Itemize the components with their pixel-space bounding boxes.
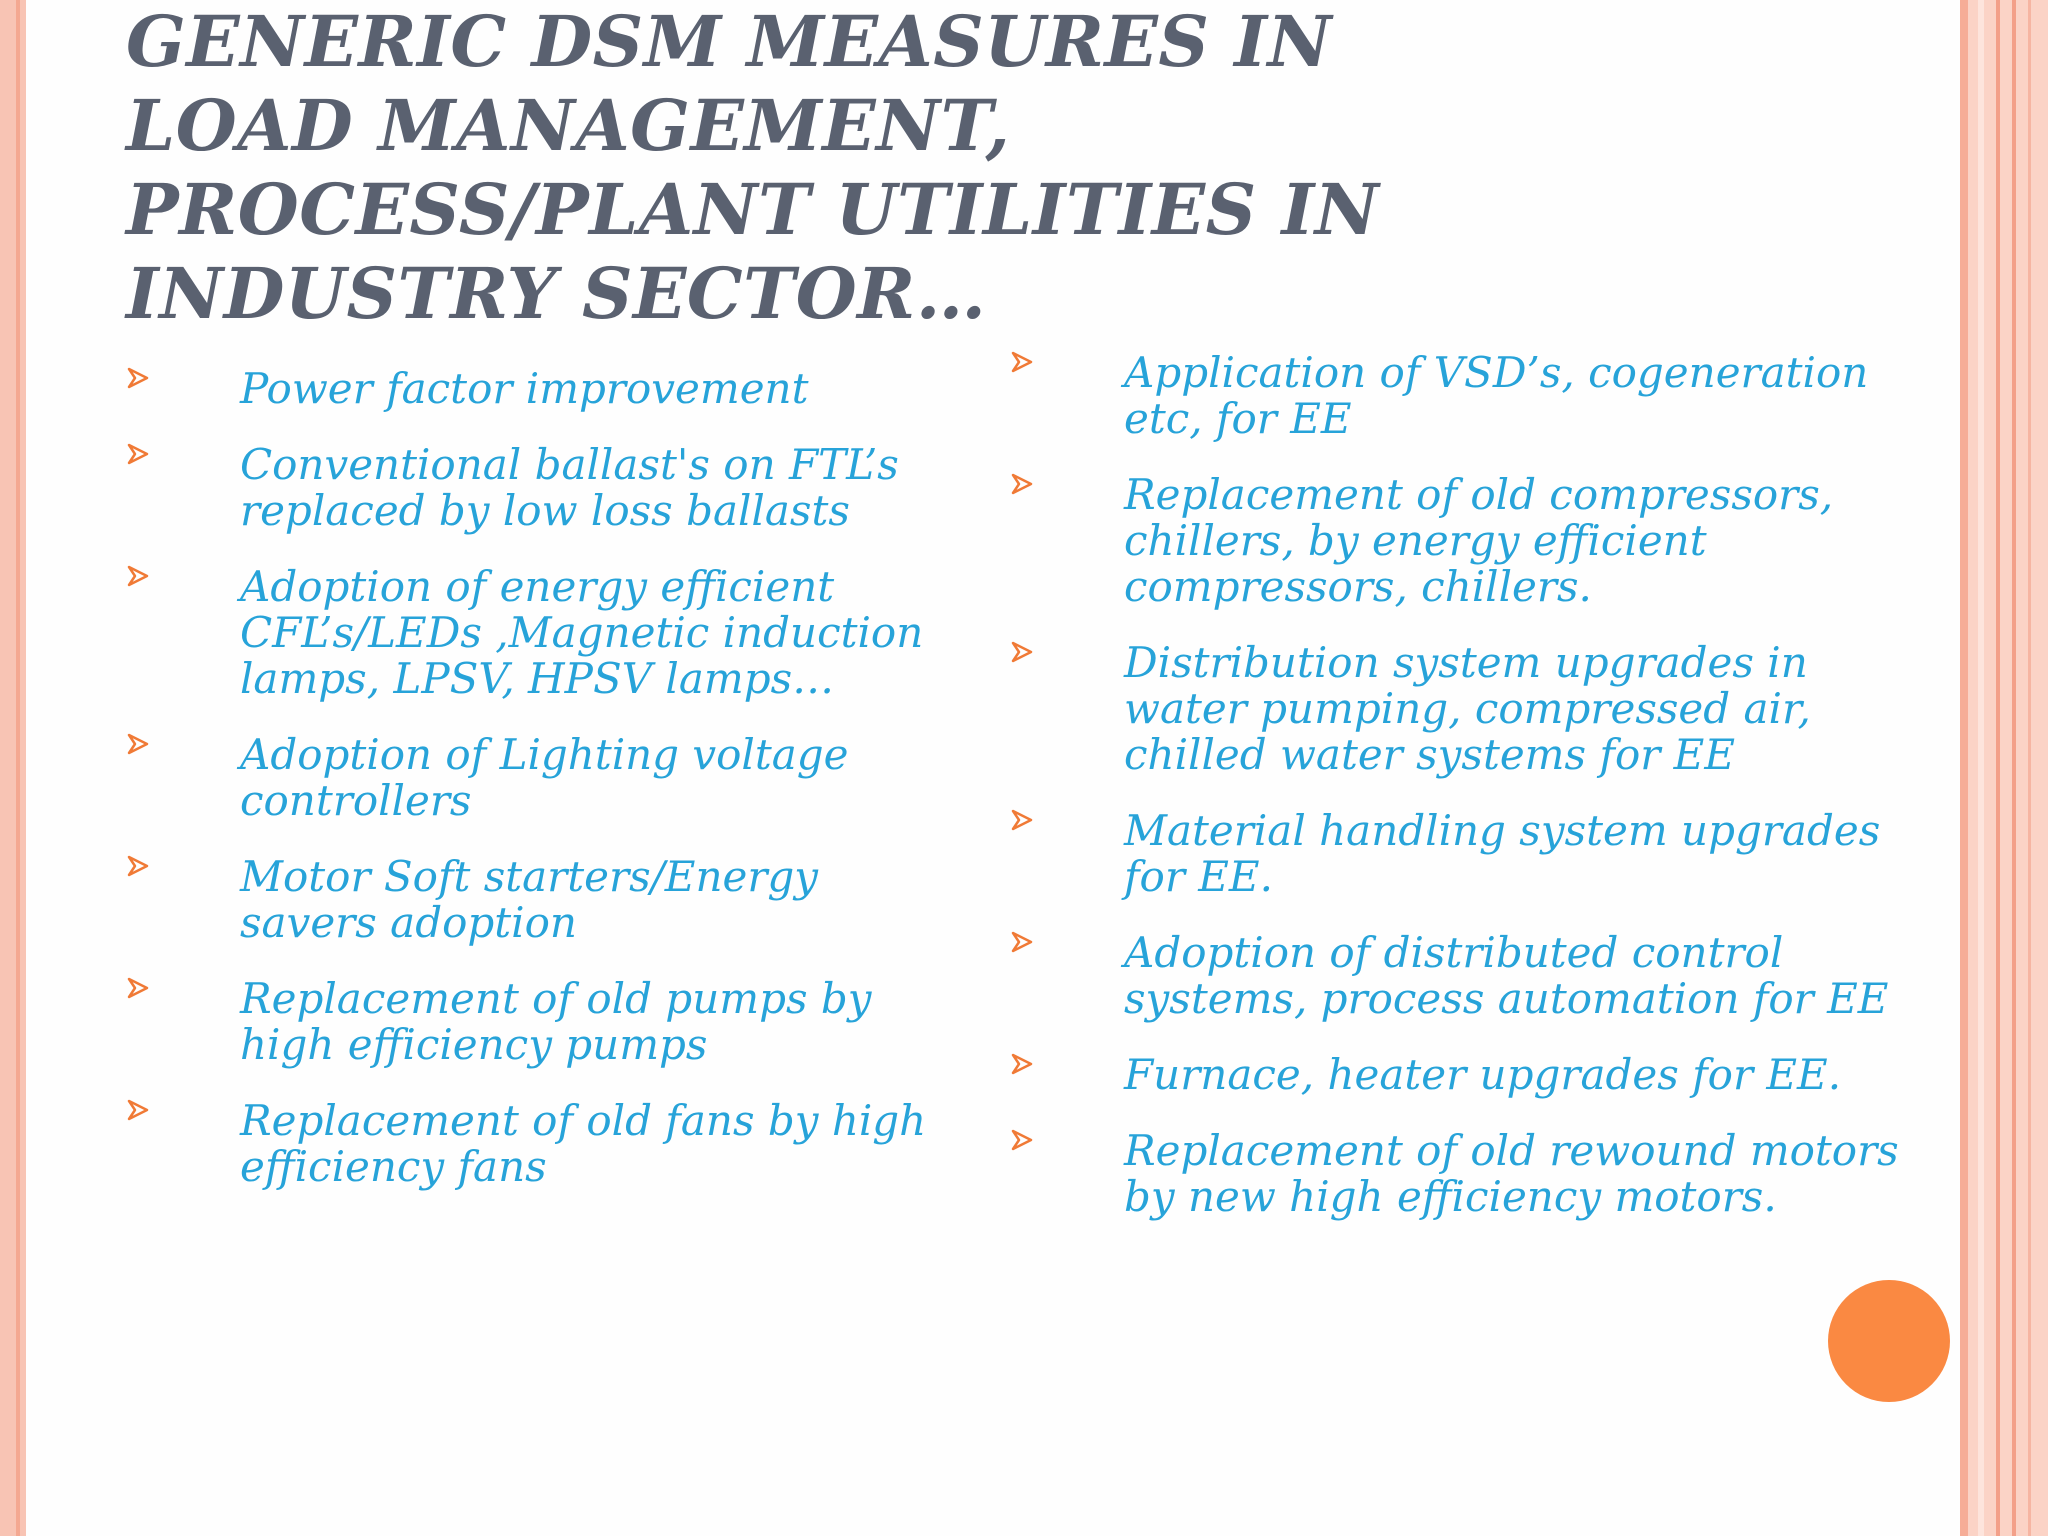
list-item (1010, 808, 1930, 900)
arrowhead-bullet-icon (126, 564, 150, 588)
list-item (1010, 472, 1930, 610)
right-decorative-band (1964, 0, 2048, 1536)
list-item-text: Application of VSD’s, cogeneration etc, for EE (1124, 348, 1869, 443)
list-item (1010, 1052, 1930, 1098)
list-item-text: Material handling system upgrades for EE. (1124, 806, 1881, 901)
right-stripe (1960, 0, 1968, 1536)
list-item-text: Furnace, heater upgrades for EE. (1124, 1050, 1842, 1099)
right-stripe (2012, 0, 2016, 1536)
right-stripe (1978, 0, 1984, 1536)
arrowhead-bullet-icon (1010, 472, 1034, 496)
orange-circle-decoration (1828, 1280, 1950, 1402)
list-item-text: Adoption of Lighting voltage controllers (240, 730, 849, 825)
left-bullet-list (126, 366, 946, 1220)
list-item (1010, 640, 1930, 778)
list-item-text: Replacement of old pumps by high efficiency pumps (240, 974, 872, 1069)
arrowhead-bullet-icon (126, 1098, 150, 1122)
list-item-text: Conventional ballast's on FTL’s replaced by low loss ballasts (240, 440, 899, 535)
arrowhead-bullet-icon (1010, 350, 1034, 374)
list-item (126, 732, 946, 824)
arrowhead-bullet-icon (126, 366, 150, 390)
arrowhead-bullet-icon (126, 854, 150, 878)
arrowhead-bullet-icon (1010, 808, 1034, 832)
list-item-text: Power factor improvement (240, 364, 809, 413)
arrowhead-bullet-icon (126, 732, 150, 756)
list-item (1010, 1128, 1930, 1220)
list-item-text: Adoption of energy efficient CFL’s/LEDs ,Magnetic induction lamps, LPSV, HPSV lamps… (240, 562, 924, 703)
list-item-text: Adoption of distributed control systems, process automation for EE (1124, 928, 1889, 1023)
list-item (126, 854, 946, 946)
list-item (1010, 930, 1930, 1022)
list-item (1010, 350, 1930, 442)
list-item (126, 442, 946, 534)
list-item (126, 366, 946, 412)
list-item-text: Distribution system upgrades in water pumping, compressed air, chilled water systems for EE (1124, 638, 1811, 779)
arrowhead-bullet-icon (126, 976, 150, 1000)
arrowhead-bullet-icon (1010, 1128, 1034, 1152)
left-edge-border (0, 0, 26, 1536)
right-stripe (1996, 0, 2000, 1536)
list-item (126, 976, 946, 1068)
arrowhead-bullet-icon (1010, 930, 1034, 954)
right-bullet-list (1010, 350, 1930, 1250)
list-item (126, 1098, 946, 1190)
list-item-text: Replacement of old rewound motors by new high efficiency motors. (1124, 1126, 1899, 1221)
list-item (126, 564, 946, 702)
arrowhead-bullet-icon (126, 442, 150, 466)
arrowhead-bullet-icon (1010, 1052, 1034, 1076)
list-item-text: Motor Soft starters/Energy savers adoption (240, 852, 819, 947)
arrowhead-bullet-icon (1010, 640, 1034, 664)
slide-title: GENERIC DSM MEASURES IN LOAD MANAGEMENT, PROCESS/PLANT UTILITIES IN INDUSTRY SECTOR… (126, 0, 1380, 335)
list-item-text: Replacement of old fans by high efficiency fans (240, 1096, 927, 1191)
list-item-text: Replacement of old compressors, chillers, by energy efficient compressors, chillers. (1124, 470, 1834, 611)
left-edge-line (16, 0, 20, 1536)
right-stripe (2028, 0, 2031, 1536)
